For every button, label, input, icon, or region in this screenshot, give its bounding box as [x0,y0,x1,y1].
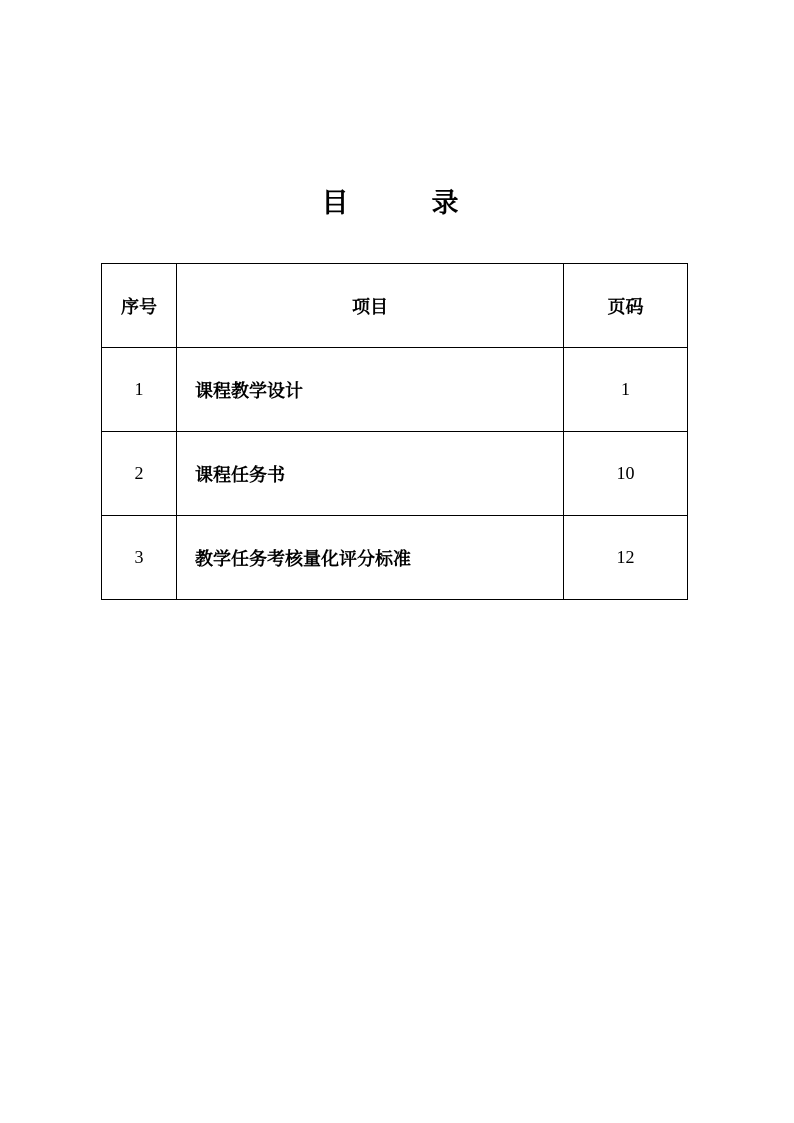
row-number: 3 [102,516,177,600]
table-header-row [102,264,688,348]
row-item: 课程教学设计 [177,348,564,432]
toc-table [101,263,688,600]
header-number: 序号 [102,264,177,348]
row-number: 2 [102,432,177,516]
row-page: 10 [564,432,688,516]
row-number: 1 [102,348,177,432]
row-item: 课程任务书 [177,432,564,516]
page-title: 目 录 [321,188,487,219]
table-row [102,348,688,432]
header-item: 项目 [177,264,564,348]
header-page: 页码 [564,264,688,348]
row-item: 教学任务考核量化评分标准 [177,516,564,600]
table-row [102,516,688,600]
table-row [102,432,688,516]
row-page: 12 [564,516,688,600]
row-page: 1 [564,348,688,432]
